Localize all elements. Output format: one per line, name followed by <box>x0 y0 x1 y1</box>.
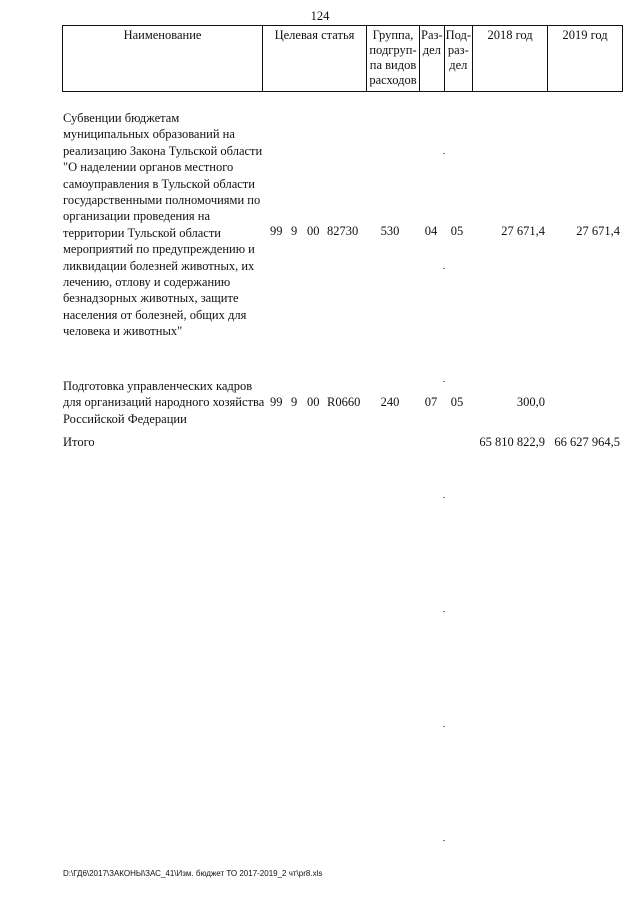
scan-speck <box>443 268 445 269</box>
header-subsection: Под- раз- дел <box>444 26 472 92</box>
row-group: 240 <box>380 395 400 409</box>
scan-speck <box>443 497 445 498</box>
scan-speck <box>443 153 445 154</box>
row-target-main: 00 <box>307 395 320 409</box>
total-2019: 66 627 964,5 <box>554 435 620 449</box>
row-subsection: 05 <box>450 224 464 238</box>
row-target-program: 99 <box>270 224 283 238</box>
scan-speck <box>443 726 445 727</box>
row-2018: 300,0 <box>516 395 545 409</box>
header-group: Группа, подгруп- па видов расходов <box>367 26 420 92</box>
header-2018: 2018 год <box>473 26 548 92</box>
row-section: 07 <box>424 395 438 409</box>
row-subsection: 05 <box>450 395 464 409</box>
scan-speck <box>443 611 445 612</box>
file-path-footer: D:\ГД6\2017\ЗАКОНЫ\ЗАС_41\Изм. бюджет ТО 2017-2019_2 чт\pr8.xls <box>63 869 323 878</box>
header-name: Наименование <box>63 26 263 92</box>
row-target-main: 00 <box>307 224 320 238</box>
total-2018: 65 810 822,9 <box>479 435 545 449</box>
row-target-program: 99 <box>270 395 283 409</box>
row-target-sub: 9 <box>291 395 298 409</box>
header-target: Целевая статья <box>263 26 367 92</box>
row-target-code: 82730 <box>327 224 359 238</box>
row-name: Подготовка управленческих кадров для организаций народного хозяйства Российской Федерации <box>63 379 265 426</box>
row-target-sub: 9 <box>291 224 298 238</box>
header-section: Раз- дел <box>420 26 445 92</box>
scan-speck <box>443 381 445 382</box>
row-2019: 27 671,4 <box>576 224 620 238</box>
row-section: 04 <box>424 224 438 238</box>
page-number: 124 <box>310 9 330 23</box>
header-2019: 2019 год <box>548 26 623 92</box>
total-label: Итого <box>63 435 95 449</box>
table-header <box>62 25 623 92</box>
row-2018: 27 671,4 <box>501 224 545 238</box>
scan-speck <box>443 840 445 841</box>
row-group: 530 <box>380 224 400 238</box>
row-target-code: R0660 <box>327 395 361 409</box>
row-name: Субвенции бюджетам муниципальных образований на реализацию Закона Тульской области "О наделении органов местного самоуправления в Тульской области государственными полномочиями по организации проведения на территории Тульской области мероприятий по предупреждению и ликвидации болезней животных, их лечению, отлову и содержанию безнадзорных животных, защите населения от болезней, общих для человека и животных" <box>63 111 263 339</box>
